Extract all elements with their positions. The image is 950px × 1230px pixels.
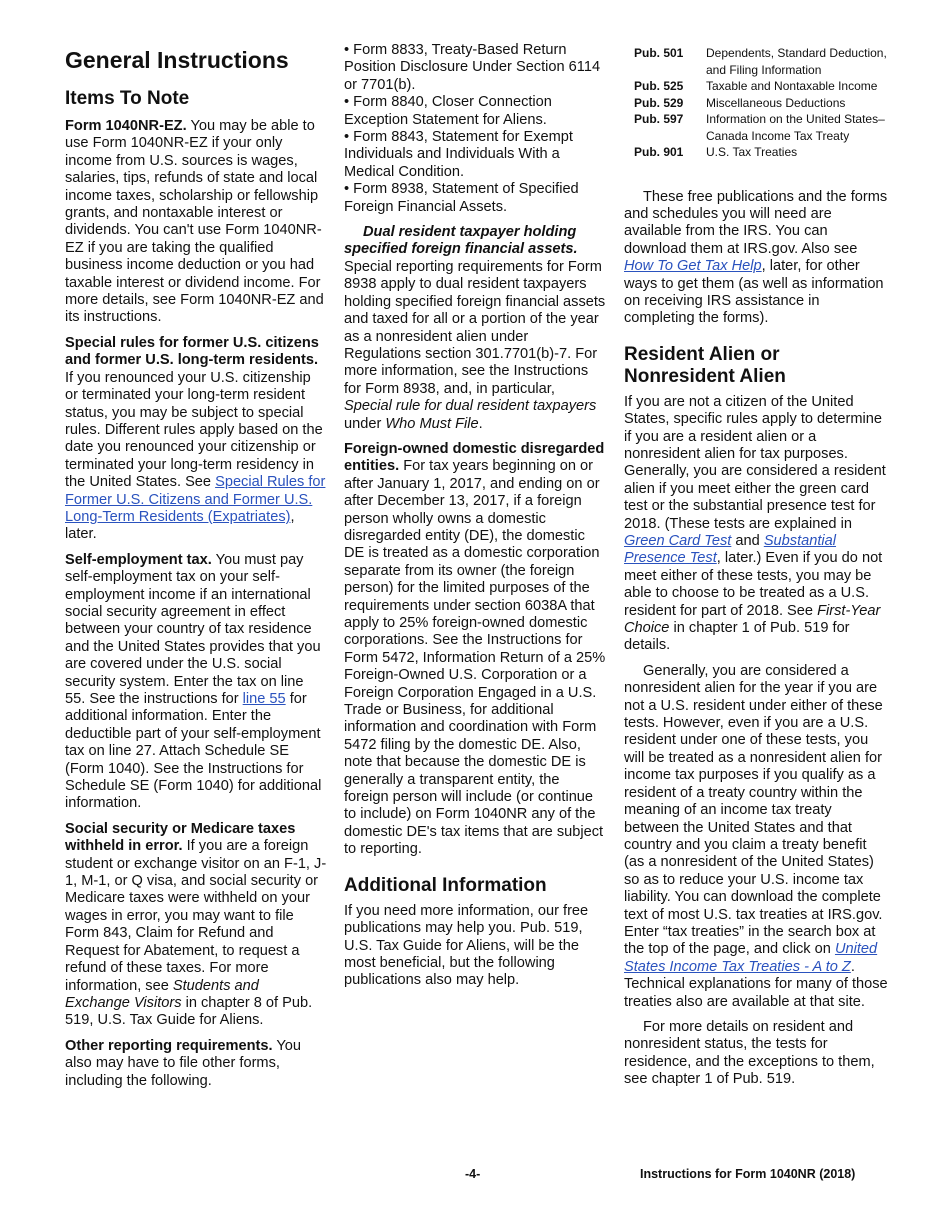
- paragraph-text: in chapter 8 of Pub. 519, U.S. Tax Guide for Aliens.: [65, 994, 313, 1029]
- run-in-heading: Self-employment tax.: [65, 551, 212, 568]
- paragraph-other-reporting: [65, 1038, 327, 1090]
- link-green-card-test[interactable]: Green Card Test: [624, 533, 732, 549]
- section-heading-additional-information: Additional Information: [344, 874, 547, 896]
- bullet-form-8833: • Form 8833, Treaty-Based Return Position Disclosure Under Section 6114 or 7701(b).: [344, 42, 601, 93]
- paragraph-text: in chapter 1 of Pub. 519 for details.: [624, 620, 850, 654]
- column-2: [344, 42, 606, 998]
- link-special-rules-expatriates[interactable]: Special Rules for Former U.S. Citizens and Former U.S. Long-Term Residents (Expatriates): [65, 474, 326, 525]
- paragraph-text: If you renounced your U.S. citizenship or terminated your long-term resident status, you may be subject to special rules. Different rules apply based on the date you renounced your citizenship or terminated your long-term residency in the United States. See: [65, 369, 323, 491]
- pub-number: Pub. 525: [634, 79, 684, 93]
- table-row: [624, 111, 888, 144]
- paragraph-additional-information: If you need more information, our free publications may help you. Pub. 519, U.S. Tax Guide for Aliens, will be the most beneficial, but the following publications also may help.: [344, 902, 589, 989]
- page-title: General Instructions: [65, 47, 289, 73]
- paragraph-text: under: [344, 415, 386, 432]
- paragraph-text: You must pay self-employment tax on your self-employment income if an international social security agreement in effect between your country of tax residence and the United States provides that you are covered under the U.S. social security system. Enter the tax on line 55. See the instructions for: [65, 551, 321, 707]
- paragraph-text: for additional information. Enter the deductible part of your self-employment tax on line 27. Attach Schedule SE (Form 1040). See the Instructions for Schedule SE (Form 1040) for additional information.: [65, 691, 322, 812]
- emphasis-text: Students and Exchange Visitors: [65, 977, 259, 1011]
- paragraph-text: and: [731, 533, 764, 549]
- form-reference: Instructions for Form 1040NR (2018): [640, 1167, 856, 1181]
- paragraph-text: Generally, you are considered a nonresident alien for the year if you are not a U.S. resident under either of these tests. However, even if you are a U.S. resident under one of these tests, you will be treated as a nonresident alien for income tax purposes if you qualify as a resident of a treaty country within the meaning of an income tax treaty between the United States and that country and you claim a treaty benefit (as a nonresident of the United States) so as to reduce your U.S. income tax liability. You can download the complete text of most U.S. tax treaties at IRS.gov. Enter “tax treaties” in the search box at the top of the page, and click on: [624, 662, 883, 958]
- run-in-heading: Dual resident taxpayer holding specified foreign financial assets.: [344, 224, 578, 258]
- link-substantial-presence-test[interactable]: Substantial Presence Test: [624, 533, 837, 567]
- run-in-heading: Foreign-owned domestic disregarded entities.: [344, 440, 605, 475]
- column-1: [65, 40, 327, 1098]
- run-in-heading: Social security or Medicare taxes withheld in error.: [65, 820, 296, 855]
- bullet-form-8938: • Form 8938, Statement of Specified Foreign Financial Assets.: [344, 181, 579, 215]
- paragraph-self-employment-tax: [65, 552, 327, 813]
- emphasis-text: Special rule for dual resident taxpayers: [344, 398, 597, 415]
- paragraph-form-1040nr-ez: [65, 118, 327, 327]
- paragraph-text: , later.) Even if you do not meet either of these tests, you may be able to choose to be treated as a U.S. resident for part of 2018. See: [624, 550, 883, 619]
- paragraph-text: , later, for other ways to get them (as well as information on receiving IRS assistance in completing the forms).: [624, 258, 884, 327]
- bullet-form-8840: • Form 8840, Closer Connection Exception Statement for Aliens.: [344, 94, 552, 128]
- link-us-income-tax-treaties[interactable]: United States Income Tax Treaties - A to Z: [624, 941, 878, 975]
- emphasis-text: Who Must File: [385, 415, 479, 432]
- table-row: [624, 144, 888, 161]
- paragraph-text: You may be able to use Form 1040NR-EZ if your only income from U.S. sources is wages, salaries, tips, refunds of state and local income taxes, scholarship or fellowship grants, and nontaxable interest or dividends. You can't use Form 1040NR-EZ if you are taking the qualified business income deduction or you had taxable interest or dividend income. For more details, see Form 1040NR-EZ and its instructions.: [65, 118, 324, 326]
- pub-number: Pub. 501: [634, 46, 684, 60]
- paragraph-foreign-owned: [344, 441, 606, 859]
- paragraph-text: If you are a foreign student or exchange visitor on an F-1, J-1, M-1, or Q visa, and social security or Medicare taxes were withheld on your wages in error, you may want to file Form 843, Claim for Refund and Request for Abatement, to request a refund of these taxes. For more information, see: [65, 838, 327, 994]
- paragraph-text: Special reporting requirements for Form 8938 apply to dual resident taxpayers holding specified foreign financial assets and taxed for all or a portion of the year as a nonresident alien under Regulations section 301.7701(b)-7. For more information, see the Instructions for Form 8938, and, in particular,: [344, 258, 606, 397]
- run-in-heading: Special rules for former U.S. citizens and former U.S. long-term residents.: [65, 334, 319, 369]
- table-row: [624, 78, 888, 95]
- pub-title: U.S. Tax Treaties: [706, 145, 798, 159]
- pub-title: Information on the United States–Canada Income Tax Treaty: [706, 112, 885, 143]
- paragraph-text: For tax years beginning on or after January 1, 2017, and ending on or after December 13, 2017, if a foreign person wholly owns a domestic disregarded entity (DE), the domestic DE is treated as a domestic corporation separate from its owner (the foreign person) for the limited purposes of the requirements under section 6038A that apply to 25% foreign-owned domestic corporations. See the Instructions for Form 5472, Information Return of a 25% Foreign-Owned U.S. Corporation or a Foreign Corporation Engaged in a U.S. Trade or Business, for additional information and coordination with Form 5472 filing by the domestic DE. Also, note that because the domestic DE is generally a transparent entity, the foreign person will include (or continue to include) on Form 1040NR any of the domestic DE's tax items that are subject to reporting.: [344, 458, 606, 858]
- emphasis-text: First-Year Choice: [624, 602, 881, 637]
- paragraph-text: If you are not a citizen of the United States, specific rules apply to determine if you are a resident alien or a nonresident alien for tax purposes. Generally, you are considered a resident alien if you meet either the green card test or the substantial presence test for 2018. (These tests are explained in: [624, 393, 886, 532]
- link-line-55[interactable]: line 55: [242, 691, 286, 707]
- column-3: [624, 40, 888, 1097]
- paragraph-text: .: [478, 415, 483, 432]
- pub-number: Pub. 597: [634, 112, 684, 126]
- paragraph-text: These free publications and the forms and schedules you will need are available from the IRS. You can download them at IRS.gov. Also see: [624, 188, 888, 257]
- paragraph-free-publications: [624, 189, 888, 328]
- table-row: [624, 95, 888, 112]
- pub-number: Pub. 901: [634, 145, 684, 159]
- bullet-form-8843: • Form 8843, Statement for Exempt Individuals and Individuals With a Medical Condition.: [344, 129, 573, 180]
- link-how-to-get-tax-help[interactable]: How To Get Tax Help: [624, 258, 762, 275]
- paragraph-text: You also may have to file other forms, including the following.: [65, 1037, 302, 1089]
- section-heading-items-to-note: Items To Note: [65, 88, 190, 109]
- paragraph-social-security-medicare: [65, 821, 327, 1030]
- paragraph-text: , later.: [65, 508, 295, 543]
- pub-number: Pub. 529: [634, 95, 684, 110]
- paragraph-more-details: For more details on resident and nonresident status, the tests for residence, and the exceptions to them, see chapter 1 of Pub. 519.: [624, 1018, 875, 1088]
- table-row: [624, 45, 888, 78]
- section-heading-resident-alien: Resident Alien or Nonresident Alien: [624, 343, 786, 387]
- publications-table: [624, 45, 888, 161]
- paragraph-text: . Technical explanations for many of those treaties also are available at that site.: [624, 958, 888, 1010]
- paragraph-special-rules: [65, 335, 327, 544]
- paragraph-resident-alien-rules: [624, 394, 888, 655]
- paragraph-nonresident-alien: [624, 663, 888, 1011]
- pub-title: Miscellaneous Deductions: [706, 95, 846, 110]
- paragraph-dual-resident: [344, 224, 606, 433]
- page-number: -4-: [465, 1167, 481, 1181]
- run-in-heading: Other reporting requirements.: [65, 1037, 273, 1054]
- run-in-heading: Form 1040NR-EZ.: [65, 118, 187, 134]
- pub-title: Taxable and Nontaxable Income: [706, 79, 878, 93]
- pub-title: Dependents, Standard Deduction, and Filing Information: [706, 46, 887, 77]
